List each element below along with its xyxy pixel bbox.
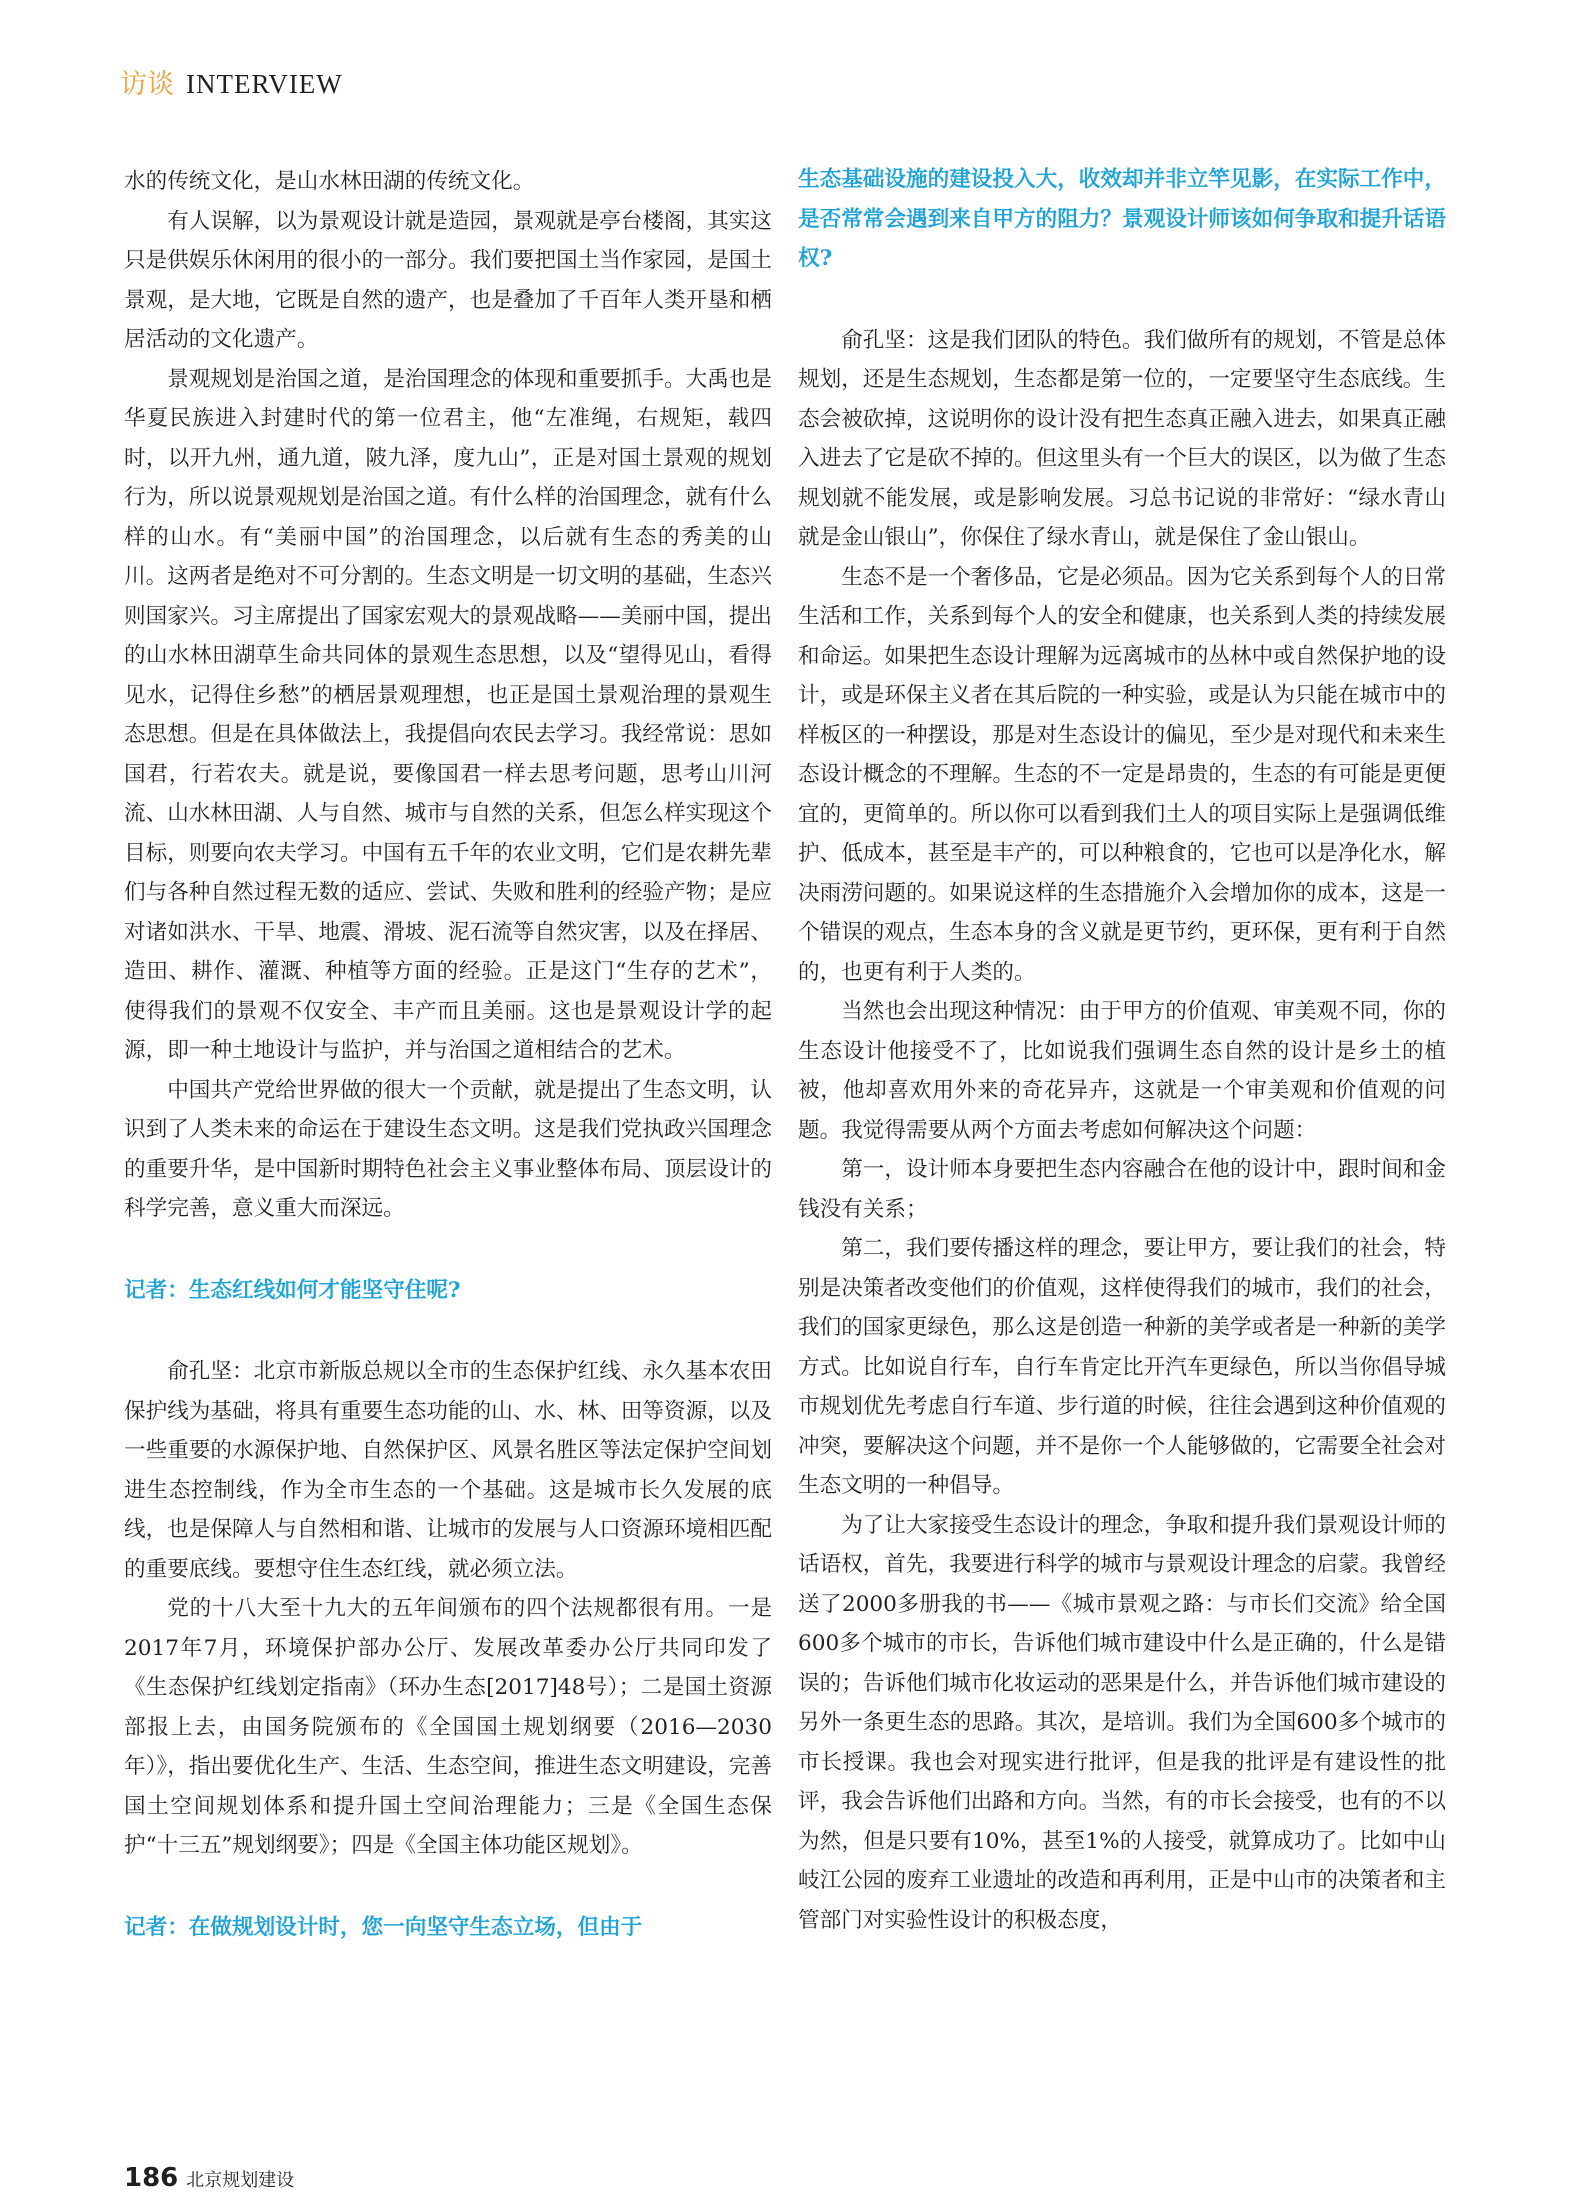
interview-question: 记者：在做规划设计时，您一向坚守生态立场，但由于: [124, 1914, 643, 1940]
section-label-en: INTERVIEW: [186, 69, 343, 99]
paragraph: 景观规划是治国之道，是治国理念的体现和重要抓手。大禹也是华夏民族进入封建时代的第一位君主，他“左准绳，右规矩，载四时，以开九州，通九道，陂九泽，度九山”，正是对国土景观的规划行为，所以说景观规划是治国之道。有什么样的治国理念，就有什么样的山水。有“美丽中国”的治国理念，以后就有生态的秀美的山川。这两者是绝对不可分割的。生态文明是一切文明的基础，生态兴则国家兴。习主席提出了国家宏观大的景观战略——美丽中国，提出的山水林田湖草生命共同体的景观生态思想，以及“望得见山，看得见水，记得住乡愁”的栖居景观理想，也正是国土景观治理的景观生态思想。但是在具体做法上，我提倡向农民去学习。我经常说：思如国君，行若农夫。就是说，要像国君一样去思考问题，思考山川河流、山水林田湖、人与自然、城市与自然的关系，但怎么样实现这个目标，则要向农夫学习。中国有五千年的农业文明，它们是农耕先辈们与各种自然过程无数的适应、尝试、失败和胜利的经验产物；是应对诸如洪水、干旱、地震、滑坡、泥石流等自然灾害，以及在择居、造田、耕作、灌溉、种植等方面的经验。正是这门“生存的艺术”，使得我们的景观不仅安全、丰产而且美丽。这也是景观设计学的起源，即一种土地设计与监护，并与治国之道相结合的艺术。: [124, 366, 772, 1063]
paragraph: 俞孔坚：北京市新版总规以全市的生态保护红线、永久基本农田保护线为基础，将具有重要生态功能的山、水、林、田等资源，以及一些重要的水源保护地、自然保护区、风景名胜区等法定保护空间划进生态控制线，作为全市生态的一个基础。这是城市长久发展的底线，也是保障人与自然相和谐、让城市的发展与人口资源环境相匹配的重要底线。要想守住生态红线，就必须立法。: [124, 1359, 772, 1582]
paragraph: 水的传统文化，是山水林田湖的传统文化。: [124, 169, 535, 194]
interview-question: 生态基础设施的建设投入大，收效却并非立竿见影，在实际工作中，是否常常会遇到来自甲方的阻力？景观设计师该如何争取和提升话语权?: [798, 167, 1446, 271]
paragraph: 生态不是一个奢侈品，它是必须品。因为它关系到每个人的日常生活和工作，关系到每个人的安全和健康，也关系到人类的持续发展和命运。如果把生态设计理解为远离城市的丛林中或自然保护地的设计，或是环保主义者在其后院的一种实验，或是认为只能在城市中的样板区的一种摆设，那是对生态设计的偏见，至少是对现代和未来生态设计概念的不理解。生态的不一定是昂贵的，生态的有可能是更便宜的，更简单的。所以你可以看到我们土人的项目实际上是强调低维护、低成本，甚至是丰产的，可以种粮食的，它也可以是净化水，解决雨涝问题的。如果说这样的生态措施介入会增加你的成本，这是一个错误的观点，生态本身的含义就是更节约，更环保，更有利于自然的，也更有利于人类的。: [798, 564, 1446, 985]
left-column: [124, 162, 772, 1947]
paragraph: 当然也会出现这种情况：由于甲方的价值观、审美观不同，你的生态设计他接受不了，比如说我们强调生态自然的设计是乡土的植被，他却喜欢用外来的奇花异卉，这就是一个审美观和价值观的问题。我觉得需要从两个方面去考虑如何解决这个问题：: [798, 999, 1446, 1143]
paragraph: 有人误解，以为景观设计就是造园，景观就是亭台楼阁，其实这只是供娱乐休闲用的很小的一部分。我们要把国土当作家园，是国土景观，是大地，它既是自然的遗产，也是叠加了千百年人类开垦和栖居活动的文化遗产。: [124, 208, 772, 352]
paragraph: 党的十八大至十九大的五年间颁布的四个法规都很有用。一是2017年7月，环境保护部办公厅、发展改革委办公厅共同印发了《生态保护红线划定指南》（环办生态[2017]48号）；二是国土资源部报上去，由国务院颁布的《全国国土规划纲要（2016—2030年）》，指出要优化生产、生活、生态空间，推进生态文明建设，完善国土空间规划体系和提升国土空间治理能力；三是《全国生态保护“十三五”规划纲要》；四是《全国主体功能区规划》。: [124, 1596, 772, 1858]
paragraph: 第一，设计师本身要把生态内容融合在他的设计中，跟时间和金钱没有关系；: [798, 1157, 1446, 1222]
paragraph: 为了让大家接受生态设计的理念，争取和提升我们景观设计师的话语权，首先，我要进行科学的城市与景观设计理念的启蒙。我曾经送了2000多册我的书——《城市景观之路：与市长们交流》给全国600多个城市的市长，告诉他们城市建设中什么是正确的，什么是错误的；告诉他们城市化妆运动的恶果是什么，并告诉他们城市建设的另外一条更生态的思路。其次，是培训。我们为全国600多个城市的市长授课。我也会对现实进行批评，但是我的批评是有建设性的批评，我会告诉他们出路和方向。当然，有的市长会接受，也有的不以为然，但是只要有10%，甚至1%的人接受，就算成功了。比如中山岐江公园的废弃工业遗址的改造和再利用，正是中山市的决策者和主管部门对实验性设计的积极态度，: [798, 1512, 1446, 1933]
paragraph: 俞孔坚：这是我们团队的特色。我们做所有的规划，不管是总体规划，还是生态规划，生态都是第一位的，一定要坚守生态底线。生态会被砍掉，这说明你的设计没有把生态真正融入进去，如果真正融入进去了它是砍不掉的。但这里头有一个巨大的误区，以为做了生态规划就不能发展，或是影响发展。习总书记说的非常好：“绿水青山就是金山银山”，你保住了绿水青山，就是保住了金山银山。: [798, 327, 1446, 550]
section-header: [120, 62, 343, 101]
interview-question: 记者：生态红线如何才能坚守住呢?: [124, 1277, 461, 1303]
magazine-name: 北京规划建设: [186, 2170, 295, 2191]
paragraph: 中国共产党给世界做的很大一个贡献，就是提出了生态文明，认识到了人类未来的命运在于建设生态文明。这是我们党执政兴国理念的重要升华，是中国新时期特色社会主义事业整体布局、顶层设计的科学完善，意义重大而深远。: [124, 1077, 772, 1221]
right-column: [798, 160, 1446, 1940]
paragraph: 第二，我们要传播这样的理念，要让甲方，要让我们的社会，特别是决策者改变他们的价值观，这样使得我们的城市，我们的社会，我们的国家更绿色，那么这是创造一种新的美学或者是一种新的美学方式。比如说自行车，自行车肯定比开汽车更绿色，所以当你倡导城市规划优先考虑自行车道、步行道的时候，往往会遇到这种价值观的冲突，要解决这个问题，并不是你一个人能够做的，它需要全社会对生态文明的一种倡导。: [798, 1236, 1446, 1498]
section-label-cn: 访谈: [120, 69, 174, 100]
page-number: 186: [124, 2163, 179, 2193]
page-footer: [124, 2163, 294, 2193]
